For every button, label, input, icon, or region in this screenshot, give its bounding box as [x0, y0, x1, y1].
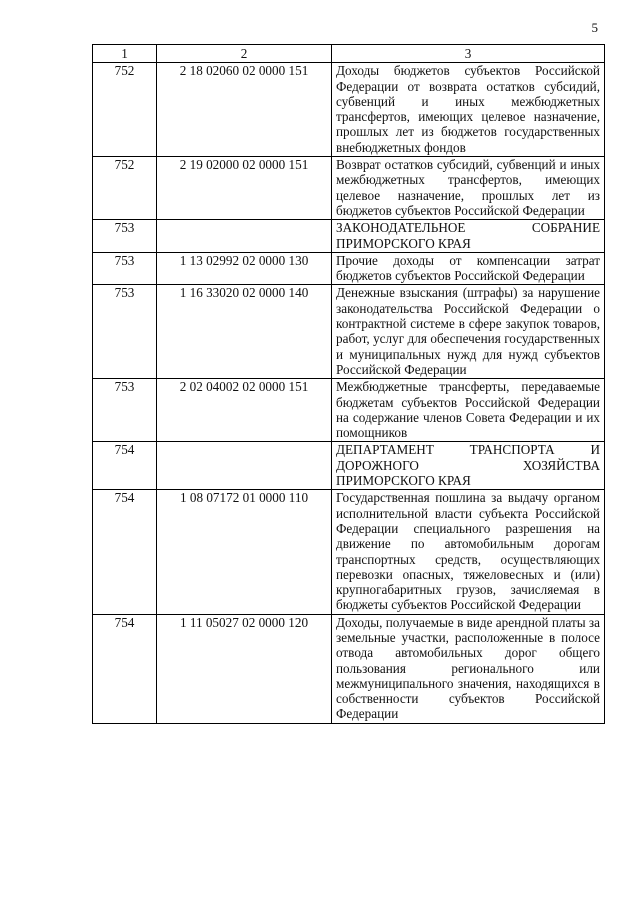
revenue-code-cell: 1 08 07172 01 0000 110: [157, 490, 332, 614]
table-row: [93, 285, 605, 379]
revenue-code-cell: 1 11 05027 02 0000 120: [157, 614, 332, 723]
revenue-name-cell: Доходы, получаемые в виде арендной платы за земельные участки, расположенные в полосе отвода автомобильных дорог общего пользования регионального или межмуниципального значения, находящихся в собственности субъектов Российской Федерации: [332, 614, 605, 723]
revenue-name-cell: Денежные взыскания (штрафы) за нарушение законодательства Российской Федерации о контрактной системе в сфере закупок товаров, работ, услуг для обеспечения государственных и муниципальных нужд для нужд субъектов Российской Федерации: [332, 285, 605, 379]
revenue-code-cell: 2 02 04002 02 0000 151: [157, 379, 332, 442]
administrator-code-cell: 754: [93, 490, 157, 614]
page-number: 5: [591, 20, 598, 35]
table-row: [93, 220, 605, 253]
revenue-name-cell: Межбюджетные трансферты, передаваемые бюджетам субъектов Российской Федерации на содержание членов Совета Федерации и их помощников: [332, 379, 605, 442]
table-row: [93, 442, 605, 490]
revenue-name-cell: Прочие доходы от компенсации затрат бюджетов субъектов Российской Федерации: [332, 252, 605, 285]
revenue-code-cell: [157, 442, 332, 490]
administrator-code-cell: 753: [93, 379, 157, 442]
table-row: [93, 614, 605, 723]
revenue-code-cell: 1 16 33020 02 0000 140: [157, 285, 332, 379]
table-row: [93, 63, 605, 157]
table-header-row: [93, 45, 605, 63]
revenue-code-cell: 2 19 02000 02 0000 151: [157, 157, 332, 220]
column-header-1: 1: [93, 45, 157, 63]
administrator-code-cell: 754: [93, 614, 157, 723]
revenue-code-cell: [157, 220, 332, 253]
administrator-code-cell: 752: [93, 63, 157, 157]
table-row: [93, 157, 605, 220]
table-row: [93, 490, 605, 614]
administrator-code-cell: 752: [93, 157, 157, 220]
revenue-name-cell: Доходы бюджетов субъектов Российской Федерации от возврата остатков субсидий, субвенций и иных межбюджетных трансфертов, имеющих целевое назначение, прошлых лет из бюджетов государственных внебюджетных фондов: [332, 63, 605, 157]
budget-revenue-table: [92, 44, 605, 724]
administrator-code-cell: 754: [93, 442, 157, 490]
administrator-title-cell: ДЕПАРТАМЕНТ ТРАНСПОРТА И ДОРОЖНОГО ХОЗЯЙСТВА ПРИМОРСКОГО КРАЯ: [332, 442, 605, 490]
table-row: [93, 252, 605, 285]
administrator-code-cell: 753: [93, 285, 157, 379]
table-row: [93, 379, 605, 442]
column-header-3: 3: [332, 45, 605, 63]
revenue-name-cell: Возврат остатков субсидий, субвенций и иных межбюджетных трансфертов, имеющих целевое назначение, прошлых лет из бюджетов субъектов Российской Федерации: [332, 157, 605, 220]
revenue-name-cell: Государственная пошлина за выдачу органом исполнительной власти субъекта Российской Федерации специального разрешения на движение по автомобильным дорогам транспортных средств, осуществляющих перевозки опасных, тяжеловесных и (или) крупногабаритных грузов, зачисляемая в бюджеты субъектов Российской Федерации: [332, 490, 605, 614]
revenue-code-cell: 1 13 02992 02 0000 130: [157, 252, 332, 285]
administrator-code-cell: 753: [93, 220, 157, 253]
column-header-2: 2: [157, 45, 332, 63]
administrator-title-cell: ЗАКОНОДАТЕЛЬНОЕ СОБРАНИЕ ПРИМОРСКОГО КРАЯ: [332, 220, 605, 253]
administrator-code-cell: 753: [93, 252, 157, 285]
revenue-code-cell: 2 18 02060 02 0000 151: [157, 63, 332, 157]
